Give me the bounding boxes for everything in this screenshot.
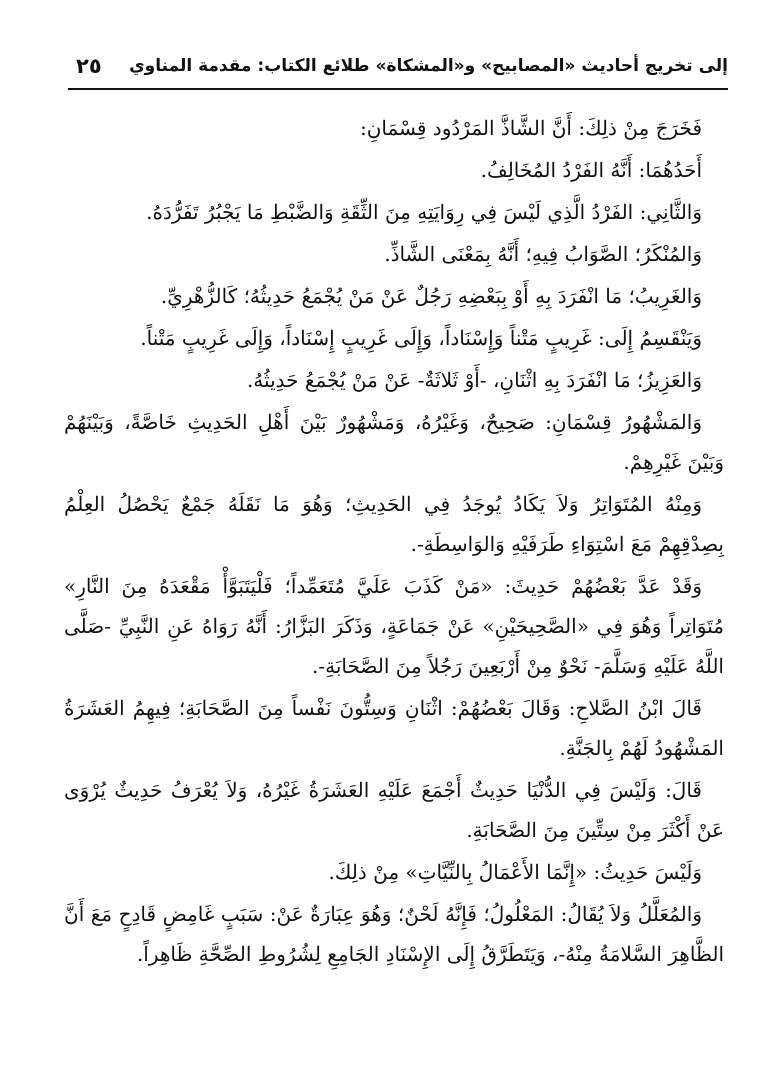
paragraph-9: وَمِنْهُ المُتَوَاتِرُ وَلاَ يَكَادُ يُوجَدُ فِي الحَدِيثِ؛ وَهُوَ مَا نَقَلَهُ جَمْعٌ يَحْصُلُ العِلْمُ بِصِدْقِهِمْ مَعَ اسْتِوَاءِ طَرَفَيْهِ وَالوَاسِطَةِ-.	[64, 492, 724, 556]
paragraph-11: قَالَ ابْنُ الصَّلاحِ: وَقَالَ بَعْضُهُمْ: اثْنَانِ وَسِتُّونَ نَفْساً مِنَ الصَّحَابَةِ؛ فِيهِمُ العَشَرَةُ المَشْهُودُ لَهُمْ بِالجَنَّةِ.	[64, 696, 724, 760]
paragraph-14: وَالمُعَلَّلُ وَلاَ يُقَالُ: المَعْلُولُ؛ فَإِنَّهُ لَحْنٌ؛ وَهُوَ عِبَارَةٌ عَنْ: سَبَبٍ غَامِضٍ قَادِحٍ مَعَ أَنَّ الظَّاهِرَ السَّلامَةُ مِنْهُ-، وَيَتَطَرَّقُ إِلَى الإِسْنَادِ الجَامِعِ لِشُرُوطِ الصِّحَّةِ ظَاهِراً.	[64, 902, 724, 966]
main-text	[64, 108, 724, 976]
paragraph-10: وَقَدْ عَدَّ بَعْضُهُمْ حَدِيثَ: «مَنْ كَذَبَ عَلَيَّ مُتَعَمِّداً؛ فَلْيَتَبَوَّأْ مَقْعَدَهُ مِنَ النَّارِ» مُتَوَاتِراً وَهُوَ فِي «الصَّحِيحَيْنِ» عَنْ جَمَاعَةٍ، وَذَكَرَ البَزَّارُ: أَنَّهُ رَوَاهُ عَنِ النَّبِيِّ -صَلَّى اللَّهُ عَلَيْهِ وَسَلَّمَ- نَحْوٌ مِنْ أَرْبَعِينَ رَجُلاً مِنَ الصَّحَابَةِ-.	[64, 574, 724, 678]
paragraph-6: وَيَنْقَسِمُ إِلَى: غَرِيبٍ مَتْناً وَإِسْنَاداً، وَإِلَى غَرِيبٍ إِسْنَاداً، وَإِلَى غَرِيبٍ مَتْناً.	[140, 326, 702, 350]
paragraph-5: وَالغَرِيبُ؛ مَا انْفَرَدَ بِهِ أَوْ بِبَعْضِهِ رَجُلٌ عَنْ مَنْ يُجْمَعُ حَدِيثُهُ؛ كَالزُّهْرِيِّ.	[160, 284, 702, 308]
paragraph-7: وَالعَزِيزُ؛ مَا انْفَرَدَ بِهِ اثْنَانِ، -أَوْ ثَلاثَةٌ- عَنْ مَنْ يُجْمَعُ حَدِيثُهُ.	[246, 368, 702, 392]
running-title: إلى تخريج أحاديث «المصابيح» و«المشكاة» طلائع الكتاب: مقدمة المناوي	[129, 56, 728, 76]
paragraph-4: وَالمُنْكَرُ؛ الصَّوَابُ فِيهِ؛ أَنَّهُ بِمَعْنَى الشَّاذِّ.	[384, 242, 702, 266]
paragraph-8: وَالمَشْهُورُ قِسْمَانِ: صَحِيحٌ، وَغَيْرُهُ، وَمَشْهُورٌ بَيْنَ أَهْلِ الحَدِيثِ خَاصَّةً، وَبَيْنَهُمْ وَبَيْنَ غَيْرِهِمْ.	[64, 410, 724, 474]
paragraph-13: وَلَيْسَ حَدِيثُ: «إِنَّمَا الأَعْمَالُ بِالنِّيَّاتِ» مِنْ ذلِكَ.	[328, 860, 702, 884]
paragraph-3: وَالثَّانِي: الفَرْدُ الَّذِي لَيْسَ فِي رِوَايَتِهِ مِنَ الثِّقَةِ وَالضَّبْطِ مَا يَجْبُرُ تَفَرُّدَهُ.	[146, 200, 702, 224]
paragraph-2: أَحَدُهُمَا: أَنَّهُ الفَرْدُ المُخَالِفُ.	[480, 158, 702, 182]
paragraph-1: فَخَرَجَ مِنْ ذلِكَ: أَنَّ الشَّاذَّ المَرْدُود قِسْمَانِ:	[359, 116, 702, 140]
page-header	[68, 52, 728, 90]
header-divider	[68, 88, 728, 90]
page-number: ٢٥	[76, 54, 102, 78]
paragraph-12: قَالَ: وَلَيْسَ فِي الدُّنْيَا حَدِيثٌ أَجْمَعَ عَلَيْهِ العَشَرَةُ غَيْرُهُ، وَلاَ يُعْرَفُ حَدِيثٌ يُرْوَى عَنْ أَكْثَرَ مِنْ سِتِّينَ مِنَ الصَّحَابَةِ.	[64, 778, 724, 842]
